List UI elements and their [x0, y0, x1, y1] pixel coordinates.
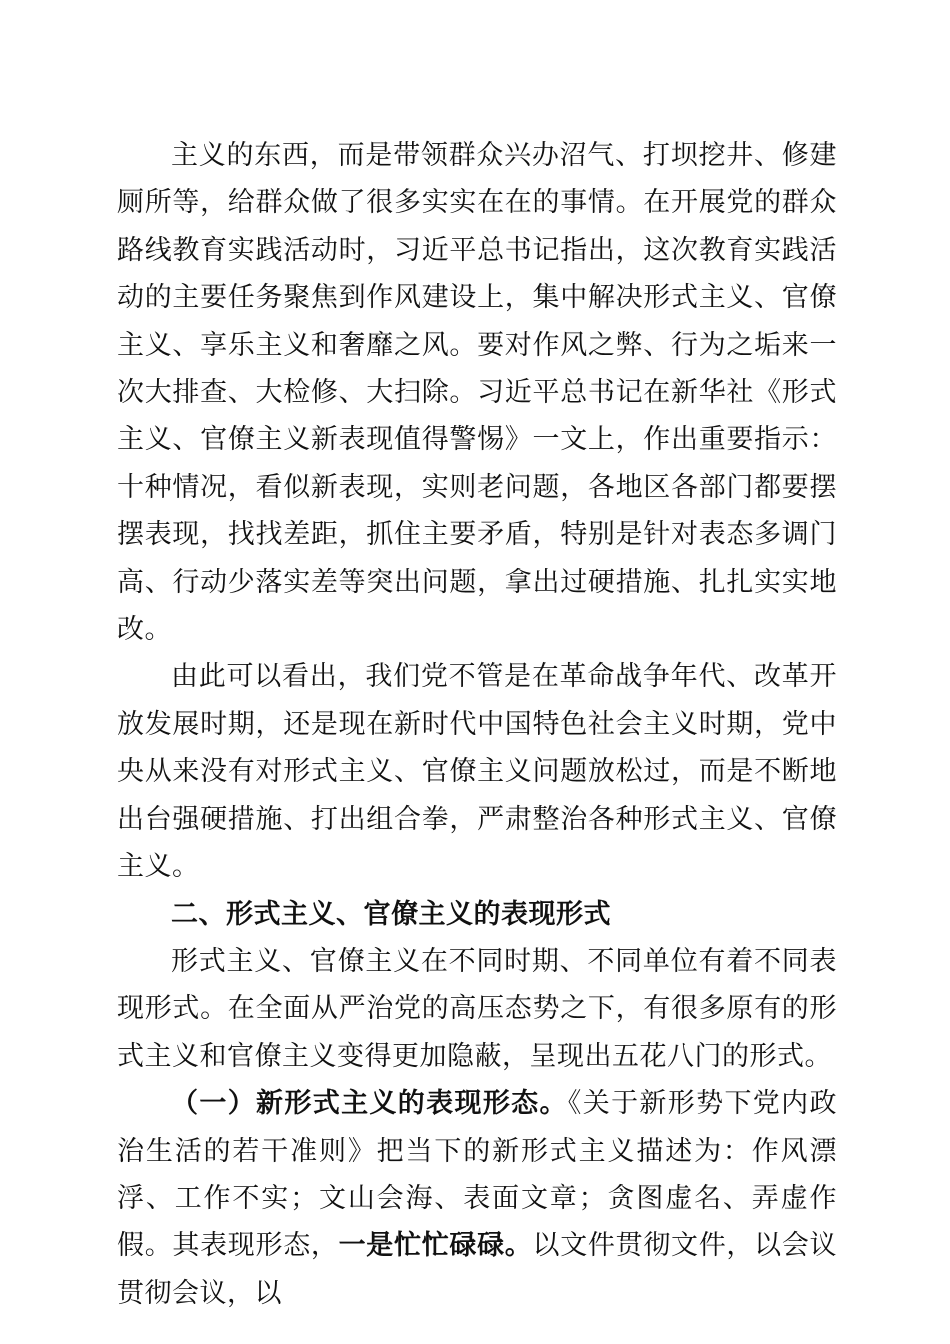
point-one-lead: 一是忙忙碌碌。 — [338, 1230, 533, 1262]
paragraph-1: 主义的东西，而是带领群众兴办沼气、打坝挖井、修建厕所等，给群众做了很多实实在在的事情。在开展党的群众路线教育实践活动时，习近平总书记指出，这次教育实践活动的主要任务聚焦到作风建设上，集中解决形式主义、官僚主义、享乐主义和奢靡之风。要对作风之弊、行为之垢来一次大排查、大检修、大扫除。习近平总书记在新华社《形式主义、官僚主义新表现值得警惕》一文上，作出重要指示：十种情况，看似新表现，实则老问题，各地区各部门都要摆摆表现，找找差距，抓住主要矛盾，特别是针对表态多调门高、行动少落实差等突出问题，拿出过硬措施、扎扎实实地改。 — [117, 140, 837, 646]
section-heading-2: 二、形式主义、官僚主义的表现形式 — [171, 898, 611, 930]
paragraph-4-text-a: 《关于新形势下党内政治生活的若干准则》把当下的新形式主义描述为：作风漂浮、工作不实；文山会海、表面文章；贪图虚名、弄虚作假。其表现形态， — [117, 1088, 838, 1262]
paragraph-4 — [117, 1080, 837, 1317]
paragraph-4-text-c: 以文件贯彻文件，以会议贯彻会议，以 — [117, 1230, 838, 1309]
document-body — [117, 132, 837, 1317]
paragraph-3: 形式主义、官僚主义在不同时期、不同单位有着不同表现形式。在全面从严治党的高压态势之下，有很多原有的形式主义和官僚主义变得更加隐蔽，呈现出五花八门的形式。 — [117, 945, 837, 1072]
subsection-heading-1: （一）新形式主义的表现形态。 — [171, 1088, 568, 1120]
paragraph-2: 由此可以看出，我们党不管是在革命战争年代、改革开放发展时期，还是现在新时代中国特色社会主义时期，党中央从来没有对形式主义、官僚主义问题放松过，而是不断地出台强硬措施、打出组合拳，严肃整治各种形式主义、官僚主义。 — [117, 661, 837, 883]
